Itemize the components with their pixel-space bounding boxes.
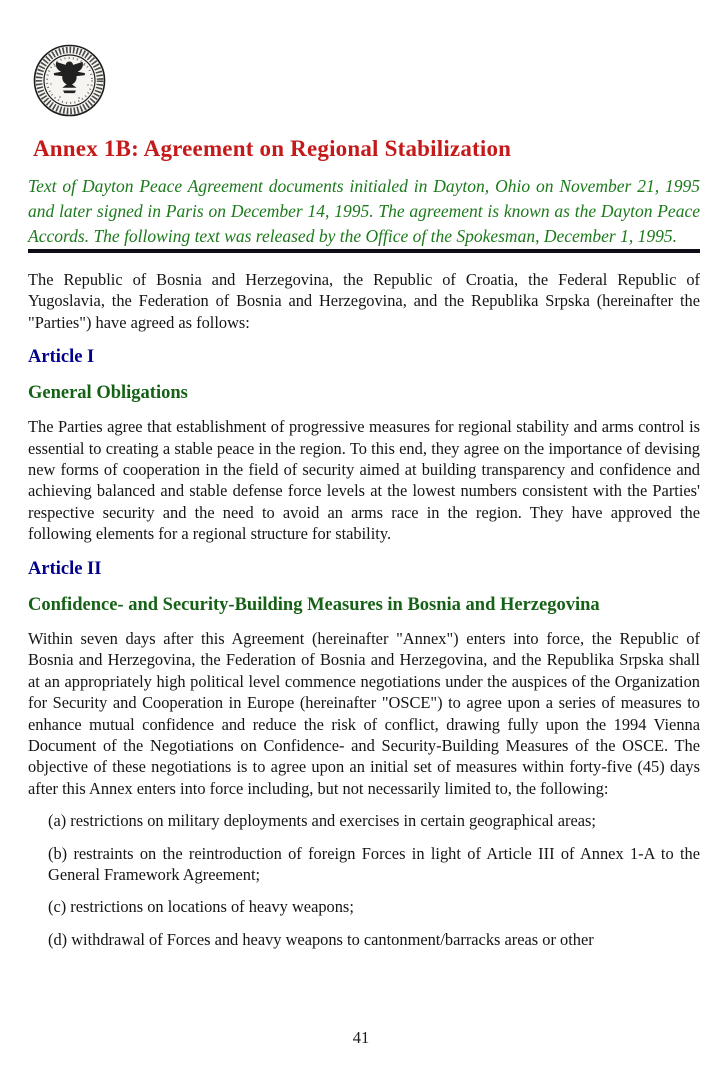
article-1-title: General Obligations (28, 383, 188, 404)
intro-note: Text of Dayton Peace Agreement documents initialed in Dayton, Ohio on November 21, 1995 and later signed in Paris on December 14, 1995. The agreement is known as the Dayton Peace Accords. The following text was released by the Office of the Spokesman, December 1, 1995. (28, 175, 700, 246)
article-2-heading: Article II (28, 558, 102, 579)
article-2-paragraph: Within seven days after this Agreement (hereinafter "Annex") enters into force, the Republic of Bosnia and Herzegovina, the Federation of Bosnia and Herzegovina, and the Republika Srpska shall at an appropriately high political level commence negotiations under the auspices of the Organization for Security and Cooperation in Europe (hereinafter "OSCE") to agree upon a series of measures to enhance mutual confidence and reduce the risk of conflict, drawing fully upon the 1994 Vienna Document of the Negotiations on Confidence- and Security-Building Measures of the OSCE. The objective of these negotiations is to agree upon an initial set of measures within forty-five (45) days after this Annex enters into force including, but not necessarily limited to, the following: (28, 628, 700, 798)
article-1-paragraph: The Parties agree that establishment of progressive measures for regional stability and arms control is essential to creating a stable peace in the region. To this end, they agree on the importance of devising new forms of cooperation in the field of security aimed at building transparency and confidence and achieving balanced and stable defense force levels at the lowest numbers consistent with the Parties' respective security and the need to avoid an arms race in the region. They have approved the following elements for a regional structure for stability. (28, 417, 700, 544)
list-item-b: (b) restraints on the reintroduction of foreign Forces in light of Article III of Annex 1-A to the General Framework Agreement; (48, 843, 700, 884)
page-title: Annex 1B: Agreement on Regional Stabilization (33, 136, 512, 161)
divider (28, 249, 700, 253)
list-item-c: (c) restrictions on locations of heavy weapons; (48, 897, 354, 917)
state-department-seal-icon (33, 44, 106, 117)
list-item-d: (d) withdrawal of Forces and heavy weapons to cantonment/barracks areas or other (48, 929, 594, 949)
document-content (28, 135, 700, 950)
article-1-heading: Article I (28, 346, 95, 367)
page-number: 41 (352, 1028, 370, 1047)
preamble-paragraph: The Republic of Bosnia and Herzegovina, the Republic of Croatia, the Federal Republic of Yugoslavia, the Federation of Bosnia and Herzegovina, and the Republika Srpska (hereinafter the "Parties") have agreed as follows: (28, 269, 700, 332)
list-item-a: (a) restrictions on military deployments and exercises in certain geographical areas; (48, 811, 596, 831)
article-2-title: Confidence- and Security-Building Measures in Bosnia and Herzegovina (28, 594, 600, 615)
